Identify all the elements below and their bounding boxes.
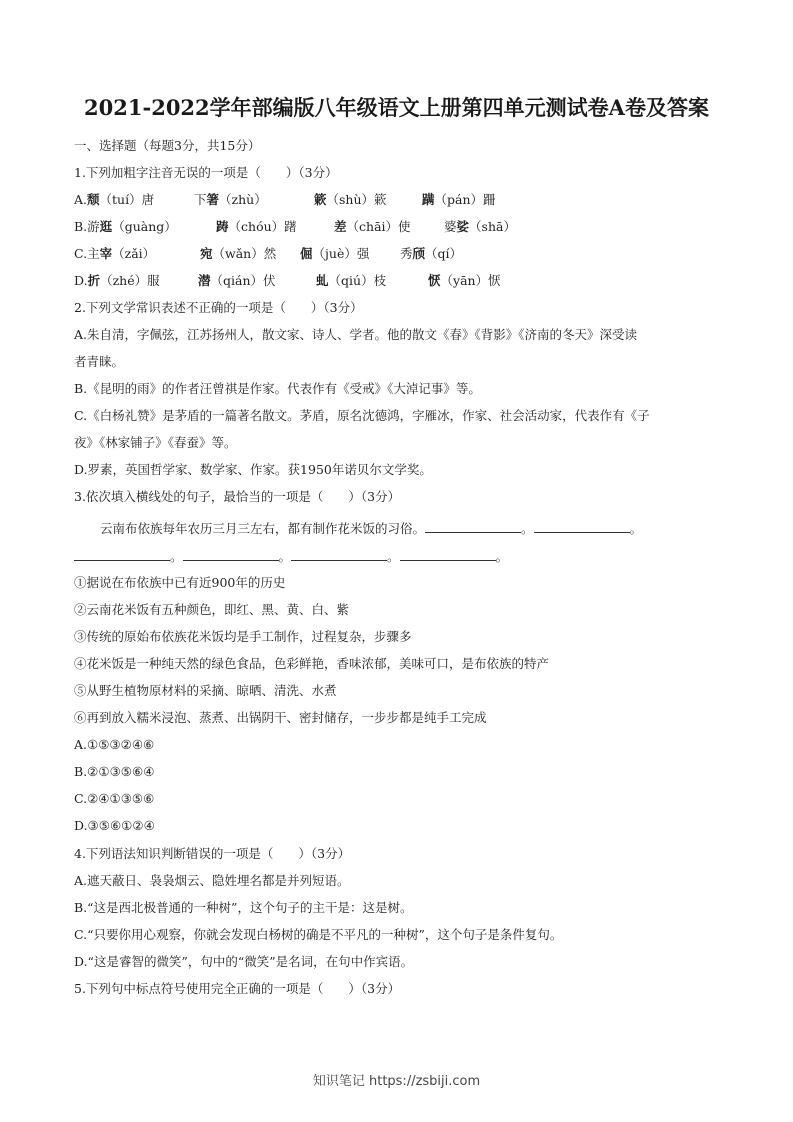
answer-blank	[74, 548, 170, 561]
q3-sentence-3: ③传统的原始布依族花米饭均是手工制作，过程复杂，步骤多	[74, 629, 412, 644]
q3-option-b: B.②①③⑤⑥④	[74, 764, 155, 779]
q3-option-c: C.②④①③⑤⑥	[74, 791, 155, 806]
q1-option-d	[74, 273, 501, 289]
q1-c-item-1: C.主宰（zǎi）	[74, 246, 156, 261]
q3-option-d: D.③⑤⑥①②④	[74, 818, 155, 833]
q1-c-item-2: 宛（wǎn）然	[200, 246, 277, 261]
q3-sentence-4: ④花米饭是一种纯天然的绿色食品，色彩鲜艳，香味浓郁，美味可口，是布依族的特产	[74, 656, 550, 671]
q4-option-a: A.遮天蔽日、袅袅烟云、隐姓埋名都是并列短语。	[74, 873, 350, 888]
answer-blank	[183, 548, 279, 561]
question-5-stem: 5.下列句中标点符号使用完全正确的一项是（ ）（3分）	[74, 981, 401, 996]
q2-option-c-line-2: 夜》《林家铺子》《春蚕》等。	[74, 435, 237, 450]
question-1-stem: 1.下列加粗字注音无误的一项是（ ）（3分）	[74, 165, 338, 180]
q1-d-item-3: 虬（qiú）枝	[316, 273, 387, 288]
q2-option-b: B.《昆明的雨》的作者汪曾祺是作家。代表作有《受戒》《大淖记事》等。	[74, 381, 481, 396]
q1-a-item-3: 簌（shù）簌	[314, 192, 387, 207]
q2-option-d: D.罗素，英国哲学家、数学家、作家。获1950年诺贝尔文学奖。	[74, 462, 432, 477]
q2-option-a-line-1: A.朱自清，字佩弦，江苏扬州人，散文家、诗人、学者。他的散文《春》《背影》《济南的冬天》深受读	[74, 327, 638, 342]
q3-blanks-line: 。 。 。 。	[74, 548, 508, 565]
answer-blank	[534, 520, 630, 533]
q1-d-item-2: 潜（qián）伏	[198, 273, 276, 288]
q1-b-item-3: 差（chāi）使	[334, 219, 411, 234]
page-title: 2021-2022学年部编版八年级语文上册第四单元测试卷A卷及答案	[84, 95, 709, 120]
q1-b-item-1: B.游逛（guàng）	[74, 219, 177, 234]
q3-passage: 云南布依族每年农历三月三左右，都有制作花米饭的习俗。 。 。	[100, 521, 643, 536]
q1-c-item-3: 倔（juè）强	[300, 246, 370, 261]
q3-sentence-1: ①据说在布依族中已有近900年的历史	[74, 575, 286, 590]
question-4-stem: 4.下列语法知识判断错误的一项是（ ）（3分）	[74, 846, 351, 861]
q1-b-item-4: 婆娑（shā）	[444, 219, 516, 234]
q3-option-a: A.①⑤③②④⑥	[74, 737, 155, 752]
q2-option-a-line-2: 者青睐。	[74, 354, 125, 369]
q4-option-c: C.“只要你用心观察，你就会发现白杨树的确是不平凡的一种树”，这个句子是条件复句。	[74, 927, 563, 942]
q1-b-item-2: 踌（chóu）躇	[216, 219, 297, 234]
q4-option-d: D.“这是睿智的微笑”，句中的“微笑”是名词，在句中作宾语。	[74, 954, 414, 969]
q4-option-b: B.“这是西北极普通的一种树”，这个句子的主干是：这是树。	[74, 900, 413, 915]
q3-sentence-2: ②云南花米饭有五种颜色，即红、黑、黄、白、紫	[74, 602, 350, 617]
answer-blank	[400, 548, 496, 561]
q1-option-a	[74, 192, 496, 208]
q1-a-item-1: A.颓（tuí）唐	[74, 192, 155, 207]
section-heading: 一、选择题（每题3分，共15分）	[74, 138, 261, 153]
answer-blank	[291, 548, 387, 561]
q1-a-item-2: 下箸（zhù）	[194, 192, 267, 207]
answer-blank	[425, 520, 521, 533]
q3-passage-text: 云南布依族每年农历三月三左右，都有制作花米饭的习俗。	[100, 521, 426, 536]
q1-d-item-1: D.折（zhé）服	[74, 273, 160, 288]
q1-d-item-4: 恹（yān）恹	[428, 273, 501, 288]
question-2-stem: 2.下列文学常识表述不正确的一项是（ ）（3分）	[74, 300, 363, 315]
footer-watermark: 知识笔记 https://zsbiji.com	[312, 1074, 481, 1089]
q1-a-item-4: 蹒（pán）跚	[422, 192, 496, 207]
q1-c-item-4: 秀颀（qí）	[400, 246, 463, 261]
q3-sentence-6: ⑥再到放入糯米浸泡、蒸煮、出锅阴干、密封储存，一步步都是纯手工完成	[74, 710, 487, 725]
question-3-stem: 3.依次填入横线处的句子，最恰当的一项是（ ）（3分）	[74, 489, 401, 504]
q1-option-b	[74, 219, 516, 235]
q1-option-c	[74, 246, 462, 262]
q3-sentence-5: ⑤从野生植物原材料的采摘、晾晒、清洗、水煮	[74, 683, 337, 698]
q2-option-c-line-1: C.《白杨礼赞》是茅盾的一篇著名散文。茅盾，原名沈德鸿，字雁冰，作家、社会活动家，代表作有《子	[74, 408, 650, 423]
